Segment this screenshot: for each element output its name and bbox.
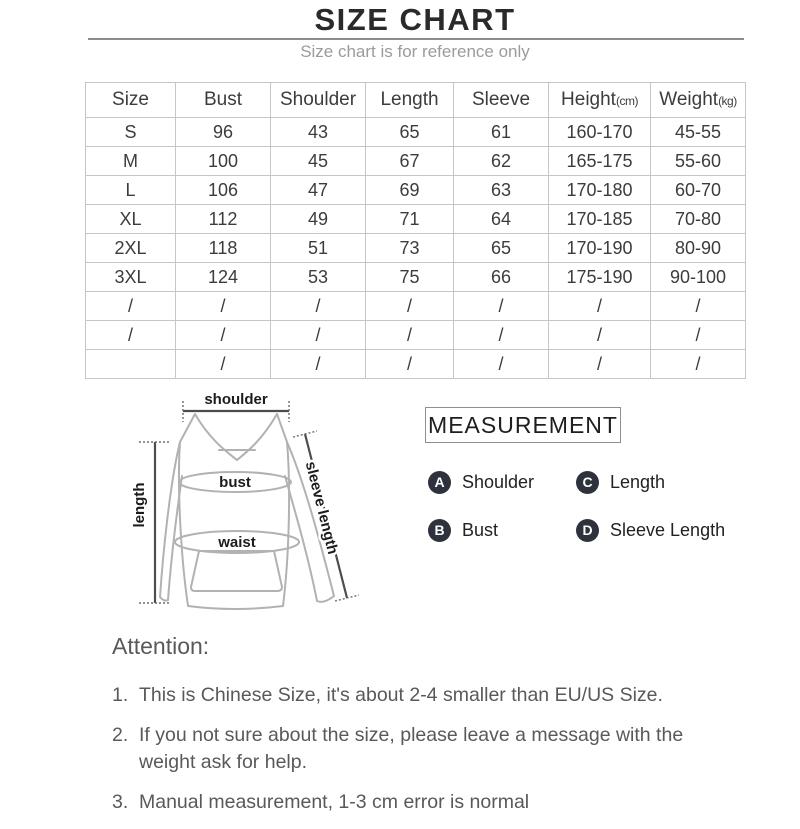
column-header: Shoulder (271, 83, 366, 118)
table-cell: 3XL (86, 263, 176, 292)
table-cell: 60-70 (651, 176, 746, 205)
table-cell: / (86, 292, 176, 321)
letter-badge-d: D (576, 519, 599, 542)
table-cell: / (271, 350, 366, 379)
table-cell: / (366, 321, 454, 350)
table-cell: 170-180 (549, 176, 651, 205)
hoodie-measurement-diagram (115, 388, 425, 643)
attention-item-1: 1. This is Chinese Size, it's about 2-4 smaller than EU/US Size. (112, 684, 663, 706)
table-header-row (86, 83, 746, 118)
table-cell: 175-190 (549, 263, 651, 292)
table-cell: 165-175 (549, 147, 651, 176)
table-cell: 45-55 (651, 118, 746, 147)
table-row (86, 234, 746, 263)
measurement-legend (428, 458, 750, 554)
measurement-title-box (425, 407, 621, 443)
page-title: SIZE CHART (314, 2, 516, 37)
attention-item-3: 3. Manual measurement, 1-3 cm error is normal (112, 790, 530, 813)
table-cell: / (176, 292, 271, 321)
table-cell: / (366, 350, 454, 379)
letter-badge-c: C (576, 471, 599, 494)
attention-heading: Attention: (112, 633, 210, 659)
table-cell: 65 (454, 234, 549, 263)
sleeve-length-label: sleeve length (301, 459, 342, 557)
length-label: length (131, 482, 148, 528)
table-cell: / (176, 350, 271, 379)
table-cell: 45 (271, 147, 366, 176)
table-cell: 96 (176, 118, 271, 147)
table-cell: 90-100 (651, 263, 746, 292)
table-cell: 118 (176, 234, 271, 263)
table-cell: 49 (271, 205, 366, 234)
legend-item-length: C Length (576, 471, 750, 494)
table-cell: 67 (366, 147, 454, 176)
table-cell: 66 (454, 263, 549, 292)
column-header: Bust (176, 83, 271, 118)
title-divider (88, 38, 744, 40)
table-cell: / (86, 321, 176, 350)
table-cell: 55-60 (651, 147, 746, 176)
table-cell: 63 (454, 176, 549, 205)
table-cell: 61 (454, 118, 549, 147)
table-cell: 160-170 (549, 118, 651, 147)
table-cell: 47 (271, 176, 366, 205)
table-cell: 70-80 (651, 205, 746, 234)
page-subtitle: Size chart is for reference only (300, 42, 530, 61)
letter-badge-b: B (428, 519, 451, 542)
table-row (86, 292, 746, 321)
table-cell: 170-185 (549, 205, 651, 234)
table-cell: / (549, 321, 651, 350)
table-cell: 80-90 (651, 234, 746, 263)
table-cell: / (651, 350, 746, 379)
table-cell (86, 350, 176, 379)
table-cell: 112 (176, 205, 271, 234)
shoulder-label: shoulder (204, 391, 268, 408)
column-header-unit: (kg) (718, 94, 737, 108)
hoodie-hood-outline (180, 414, 287, 460)
table-cell: 73 (366, 234, 454, 263)
table-cell: 62 (454, 147, 549, 176)
waist-label: waist (218, 534, 256, 551)
legend-item-sleeve-length: D Sleeve Length (576, 519, 750, 542)
table-cell: XL (86, 205, 176, 234)
table-cell: S (86, 118, 176, 147)
column-header: Height(cm) (549, 83, 651, 118)
table-cell: 65 (366, 118, 454, 147)
attention-section (112, 633, 760, 829)
table-cell: / (271, 292, 366, 321)
table-cell: / (454, 350, 549, 379)
table-cell: 51 (271, 234, 366, 263)
column-header-unit: (cm) (615, 94, 638, 108)
bust-label: bust (219, 474, 251, 491)
table-cell: M (86, 147, 176, 176)
table-cell: 69 (366, 176, 454, 205)
column-header: Length (366, 83, 454, 118)
size-table (85, 82, 746, 379)
hoodie-body-outline (179, 442, 289, 609)
legend-item-bust: B Bust (428, 519, 576, 542)
table-cell: / (454, 292, 549, 321)
table-cell: 64 (454, 205, 549, 234)
letter-badge-a: A (428, 471, 451, 494)
table-cell: / (549, 350, 651, 379)
table-cell: 124 (176, 263, 271, 292)
table-row (86, 350, 746, 379)
hoodie-pocket (191, 551, 282, 591)
table-cell: 100 (176, 147, 271, 176)
table-cell: 53 (271, 263, 366, 292)
table-row (86, 147, 746, 176)
table-cell: 71 (366, 205, 454, 234)
table-cell: / (176, 321, 271, 350)
attention-item-2: 2. If you not sure about the size, please leave a message with the weight ask for help. (112, 723, 684, 773)
table-cell: 2XL (86, 234, 176, 263)
table-row (86, 321, 746, 350)
table-row (86, 118, 746, 147)
table-row (86, 176, 746, 205)
table-cell: 43 (271, 118, 366, 147)
table-cell: / (651, 321, 746, 350)
table-row (86, 205, 746, 234)
table-row (86, 263, 746, 292)
table-cell: / (549, 292, 651, 321)
table-cell: / (271, 321, 366, 350)
table-cell: / (366, 292, 454, 321)
legend-item-shoulder: A Shoulder (428, 471, 576, 494)
column-header: Size (86, 83, 176, 118)
table-cell: L (86, 176, 176, 205)
measurement-title: MEASUREMENT (428, 411, 618, 438)
column-header: Weight(kg) (651, 83, 746, 118)
column-header: Sleeve (454, 83, 549, 118)
table-cell: 170-190 (549, 234, 651, 263)
table-cell: 75 (366, 263, 454, 292)
table-cell: / (651, 292, 746, 321)
table-cell: / (454, 321, 549, 350)
table-cell: 106 (176, 176, 271, 205)
